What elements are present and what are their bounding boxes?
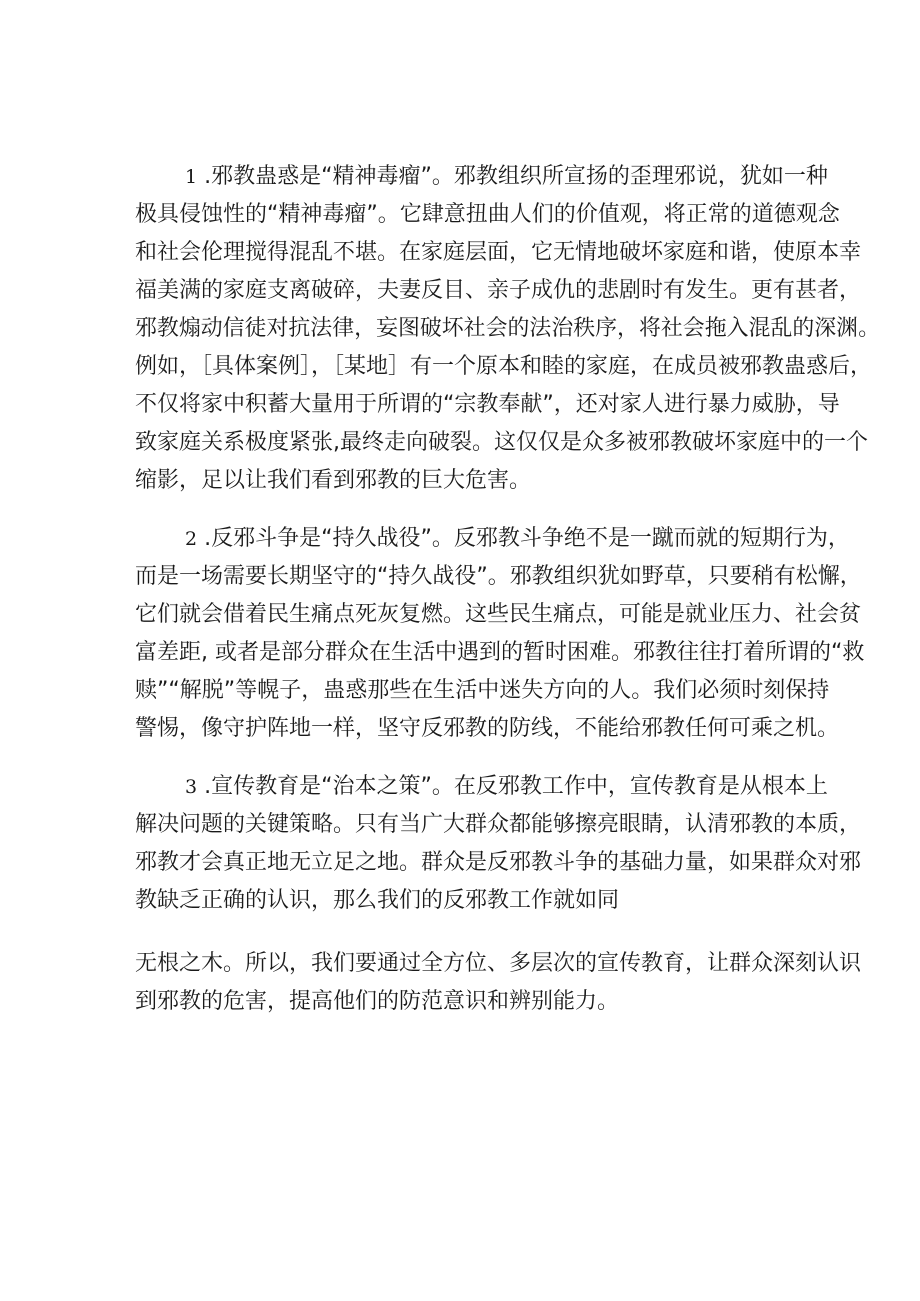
paragraph-2-line-2: 而是一场需要长期坚守的“持久战役”。邪教组织犹如野草，只要稍有松懈， <box>135 564 862 589</box>
paragraph-2-heading-text: .反邪斗争是“持久战役”。反邪教斗争绝不是一蹴而就的短期行为， <box>197 526 850 551</box>
paragraph-1-line-6: 例如，［具体案例］，［某地］有一个原本和睦的家庭，在成员被邪教蛊惑后， <box>135 354 873 379</box>
paragraph-2-line-4: 富差距, 或者是部分群众在生活中遇到的暂时困难。邪教往往打着所谓的“救 <box>135 640 865 665</box>
paragraph-4-line-2: 到邪教的危害，提高他们的防范意识和辨别能力。 <box>135 989 620 1014</box>
paragraph-2-line-1 <box>185 524 850 554</box>
paragraph-1-line-7: 不仅将家中积蓄大量用于所谓的“宗教奉献”，还对家人进行暴力威胁，导 <box>135 392 840 417</box>
paragraph-1-line-3: 和社会伦理搅得混乱不堪。在家庭层面，它无情地破坏家庭和谐，使原本幸 <box>135 240 862 265</box>
paragraph-2-line-5: 赎”“解脱”等幌子，蛊惑那些在生活中迷失方向的人。我们必须时刻保持 <box>135 678 830 703</box>
paragraph-4-line-1: 无根之木。所以，我们要通过全方位、多层次的宣传教育，让群众深刻认识 <box>135 951 862 976</box>
paragraph-1-line-2: 极具侵蚀性的“精神毒瘤”。它肆意扭曲人们的价值观，将正常的道德观念 <box>135 202 840 227</box>
paragraph-1-heading-text: .邪教蛊惑是“精神毒瘤”。邪教组织所宣扬的歪理邪说，犹如一种 <box>197 164 828 189</box>
paragraph-1-line-1 <box>185 162 828 192</box>
paragraph-3-number: 3 <box>185 776 198 798</box>
paragraph-3-heading-text: .宣传教育是“治本之策”。在反邪教工作中，宣传教育是从根本上 <box>197 774 828 799</box>
paragraph-2-number: 2 <box>185 528 198 550</box>
paragraph-2-line-6: 警惕，像守护阵地一样，坚守反邪教的防线，不能给邪教任何可乘之机。 <box>135 716 840 741</box>
paragraph-2-line-3: 它们就会借着民生痛点死灰复燃。这些民生痛点，可能是就业压力、社会贫 <box>135 602 862 627</box>
paragraph-3-line-3: 邪教才会真正地无立足之地。群众是反邪教斗争的基础力量，如果群众对邪 <box>135 850 862 875</box>
paragraph-1-line-4: 福美满的家庭支离破碎，夫妻反目、亲子成仇的悲剧时有发生。更有甚者， <box>135 278 862 303</box>
paragraph-1-line-5: 邪教煽动信徒对抗法律，妄图破坏社会的法治秩序，将社会拖入混乱的深渊。 <box>135 316 881 341</box>
paragraph-1-line-9: 缩影，足以让我们看到邪教的巨大危害。 <box>135 468 532 493</box>
paragraph-3-line-1 <box>185 772 828 802</box>
paragraph-1-line-8: 致家庭关系极度紧张,最终走向破裂。这仅仅是众多被邪教破坏家庭中的一个 <box>135 430 868 455</box>
paragraph-3-line-4: 教缺乏正确的认识，那么我们的反邪教工作就如同 <box>135 888 620 913</box>
paragraph-1-number: 1 <box>185 166 198 188</box>
paragraph-3-line-2: 解决问题的关键策略。只有当广大群众都能够擦亮眼睛，认清邪教的本质， <box>135 812 862 837</box>
